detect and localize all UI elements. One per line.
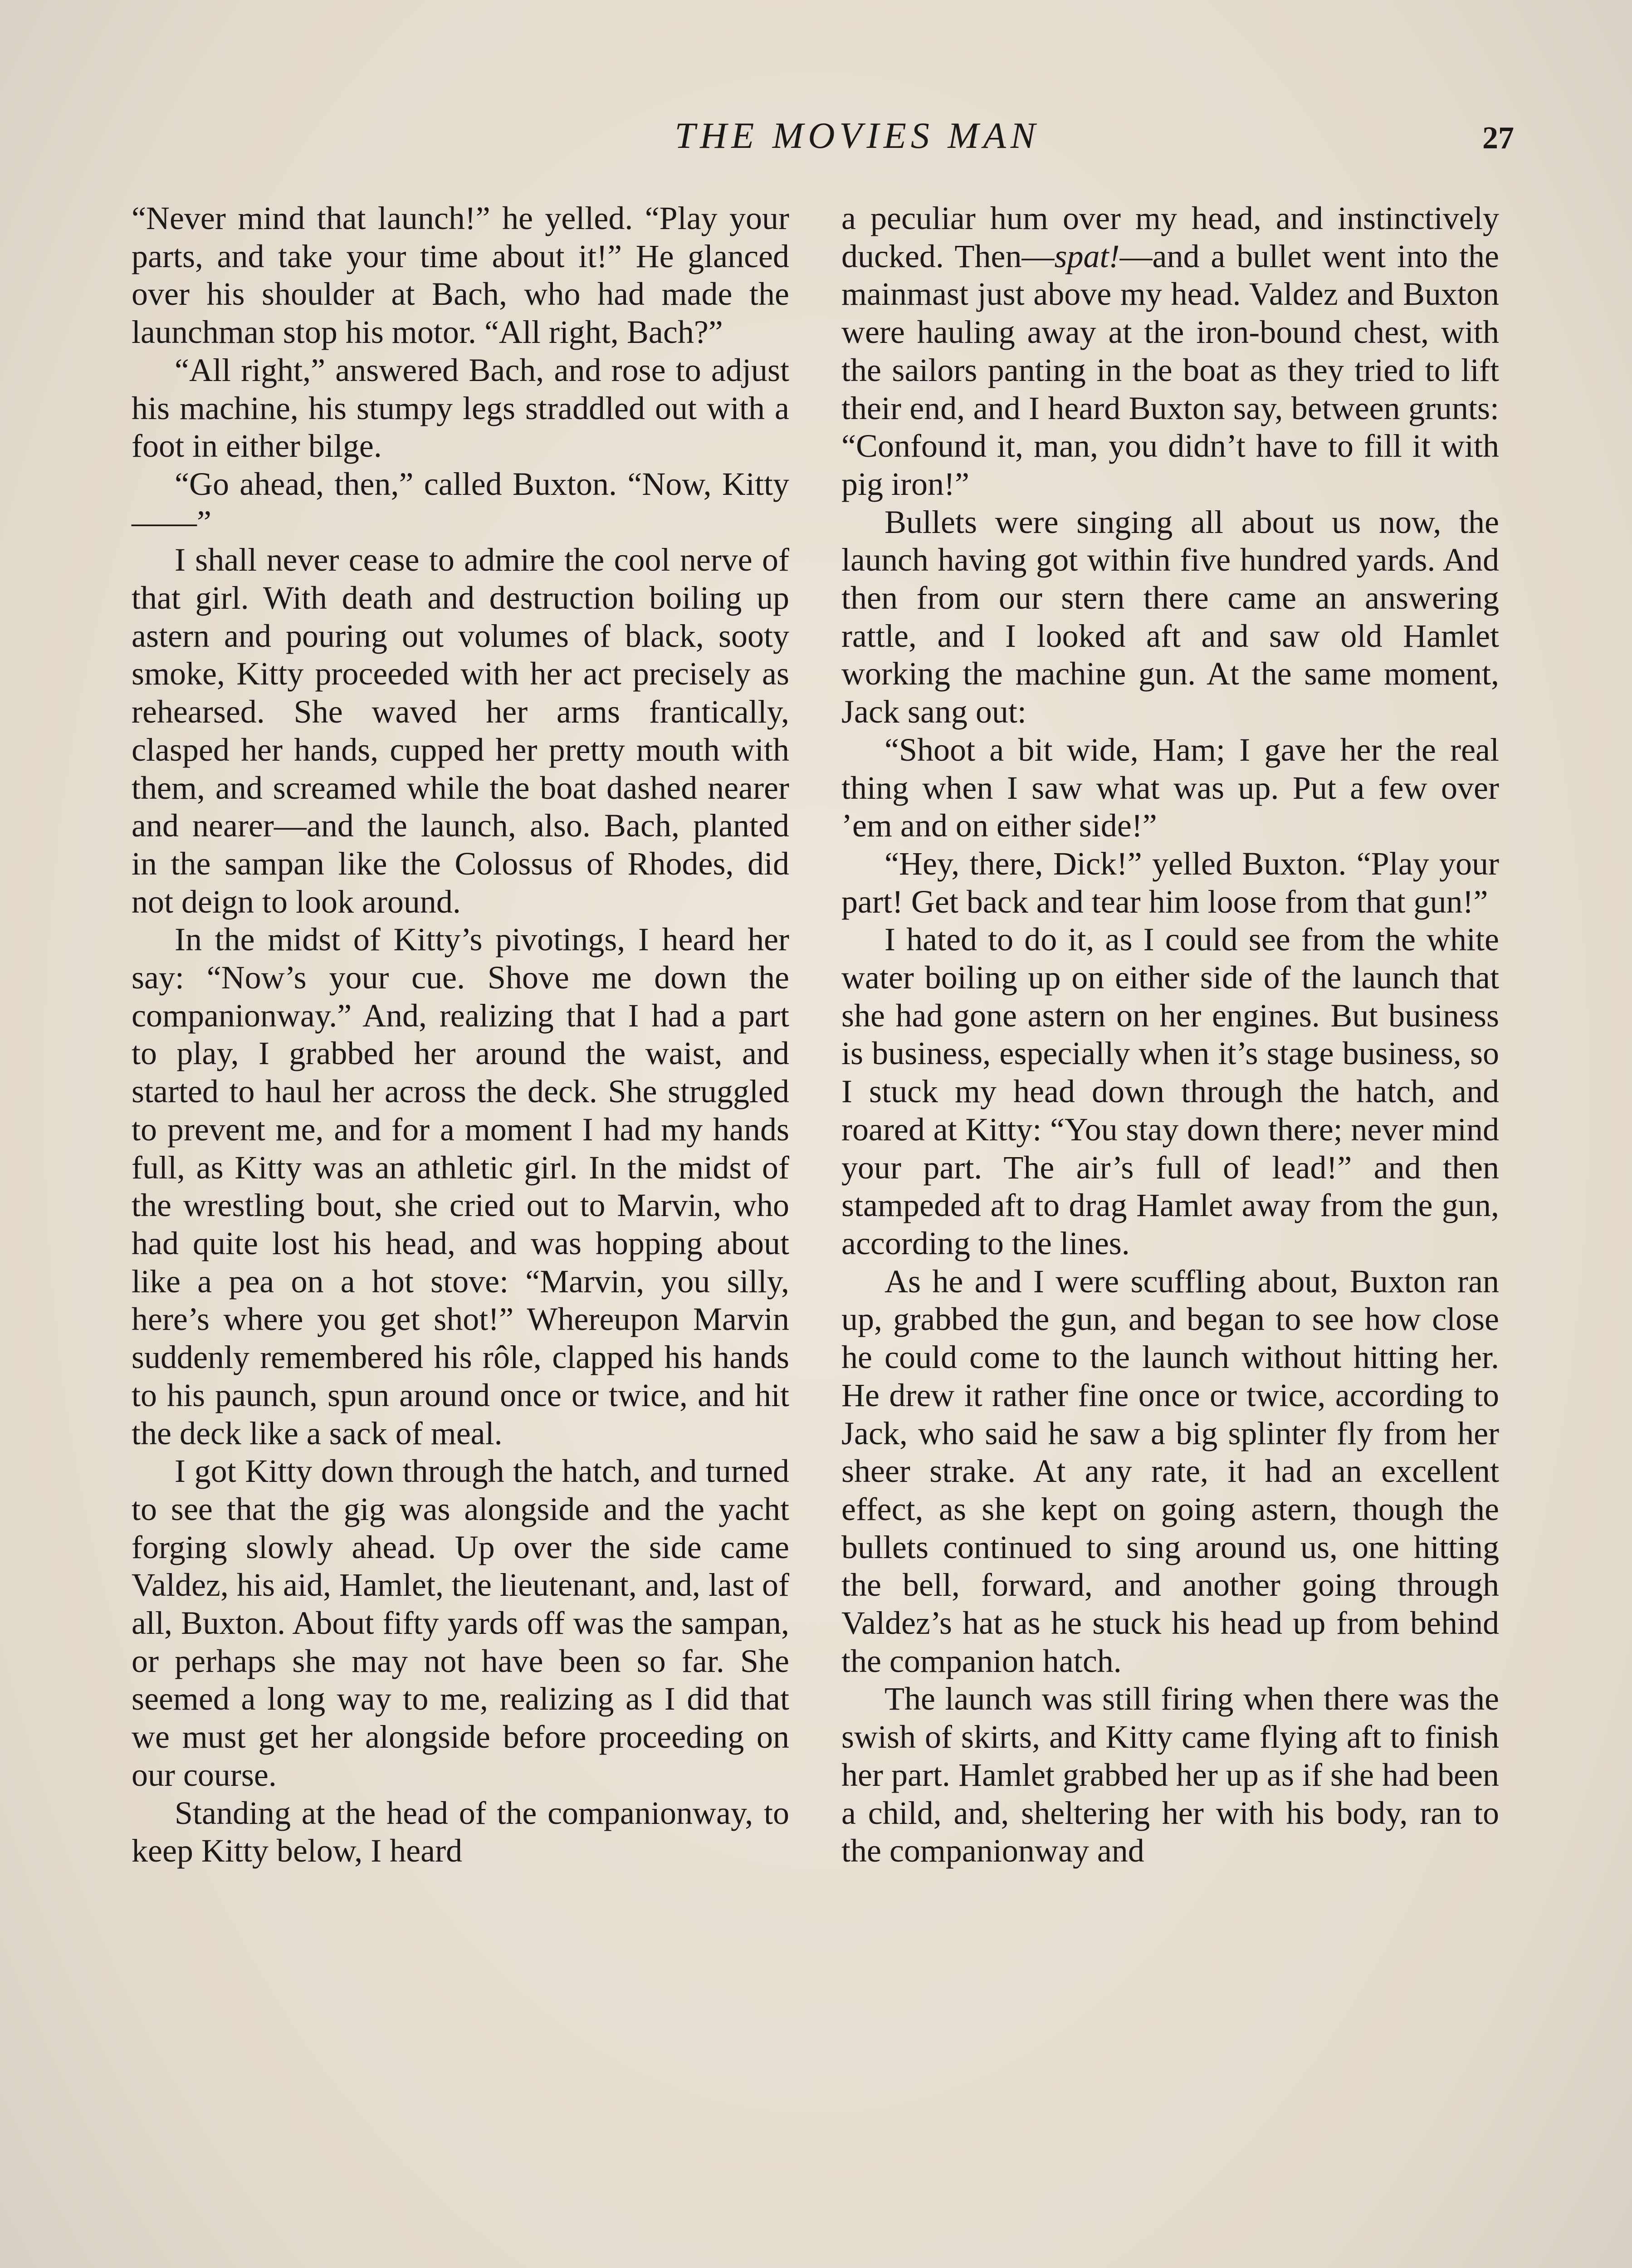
paragraph-continued bbox=[841, 200, 1499, 503]
text-run: —and a bullet went into the mainmast just above my head. Valdez and Buxton were hauling away at the iron-bound chest, with the sailors panting in the boat as they tried to lift their end, and I heard Buxton say, between grunts: “Confound it, man, you didn’t have to fill it with pig iron!” bbox=[841, 238, 1499, 502]
paragraph: The launch was still firing when there was the swish of skirts, and Kitty came flying aft to finish her part. Hamlet grabbed her up as if she had been a child, and, sheltering her with his body, ran to the companionway and bbox=[841, 1681, 1499, 1869]
paragraph: “Shoot a bit wide, Ham; I gave her the real thing when I saw what was up. Put a few over ’em and on either side!” bbox=[841, 731, 1499, 844]
paragraph: “Go ahead, then,” called Buxton. “Now, Kitty——” bbox=[132, 465, 789, 540]
page-number: 27 bbox=[1482, 121, 1514, 156]
paragraph: “Hey, there, Dick!” yelled Buxton. “Play your part! Get back and tear him loose from that gun!” bbox=[841, 845, 1499, 920]
running-head-title: THE MOVIES MAN bbox=[674, 115, 1040, 156]
paragraph: Standing at the head of the companionway, to keep Kitty below, I heard bbox=[132, 1794, 789, 1869]
paragraph: As he and I were scuffling about, Buxton ran up, grabbed the gun, and began to see how close he could come to the launch without hitting her. He drew it rather fine once or twice, according to Jack, who said he saw a big splinter fly from her sheer strake. At any rate, it had an excellent effect, as she kept on going astern, though the bullets continued to sing around us, one hitting the bell, forward, and another going through Valdez’s hat as he stuck his head up from behind the companion hatch. bbox=[841, 1263, 1499, 1679]
paragraph: I got Kitty down through the hatch, and turned to see that the gig was alongside and the yacht forging slowly ahead. Up over the side came Valdez, his aid, Hamlet, the lieutenant, and, last of all, Buxton. About fifty yards off was the sampan, or perhaps she may not have been so far. She seemed a long way to me, realizing as I did that we must get her alongside before proceeding on our course. bbox=[132, 1453, 789, 1793]
paragraph: Bullets were singing all about us now, the launch having got within five hundred yards. And then from our stern there came an answering rattle, and I looked aft and saw old Hamlet working the machine gun. At the same moment, Jack sang out: bbox=[841, 503, 1499, 730]
right-column bbox=[841, 200, 1499, 1870]
left-column bbox=[132, 200, 789, 1870]
text-run: a peculiar hum over my head, and instinctively ducked. Then— bbox=[841, 200, 1499, 274]
emphasis-text: spat! bbox=[1054, 238, 1120, 274]
paragraph: In the midst of Kitty’s pivotings, I heard her say: “Now’s your cue. Shove me down the companionway.” And, realizing that I had a part to play, I grabbed her around the waist, and started to haul her across the deck. She struggled to prevent me, and for a moment I had my hands full, as Kitty was an athletic girl. In the midst of the wrestling bout, she cried out to Marvin, who had quite lost his head, and was hopping about like a pea on a hot stove: “Marvin, you silly, here’s where you get shot!” Whereupon Marvin suddenly remembered his rôle, clapped his hands to his paunch, spun around once or twice, and hit the deck like a sack of meal. bbox=[132, 921, 789, 1452]
paragraph: I hated to do it, as I could see from the white water boiling up on either side of the launch that she had gone astern on her engines. But business is business, especially when it’s stage business, so I stuck my head down through the hatch, and roared at Kitty: “You stay down there; never mind your part. The air’s full of lead!” and then stampeded aft to drag Hamlet away from the gun, according to the lines. bbox=[841, 921, 1499, 1261]
paragraph: “Never mind that launch!” he yelled. “Play your parts, and take your time about it!” He glanced over his shoulder at Bach, who had made the launchman stop his motor. “All right, Bach?” bbox=[132, 200, 789, 351]
paragraph: “All right,” answered Bach, and rose to adjust his machine, his stumpy legs straddled out with a foot in either bilge. bbox=[132, 352, 789, 464]
paragraph: I shall never cease to admire the cool nerve of that girl. With death and destruction boiling up astern and pouring out volumes of black, sooty smoke, Kitty proceeded with her act precisely as rehearsed. She waved her arms frantically, clasped her hands, cupped her pretty mouth with them, and screamed while the boat dashed nearer and nearer—and the launch, also. Bach, planted in the sampan like the Colossus of Rhodes, did not deign to look around. bbox=[132, 542, 789, 920]
